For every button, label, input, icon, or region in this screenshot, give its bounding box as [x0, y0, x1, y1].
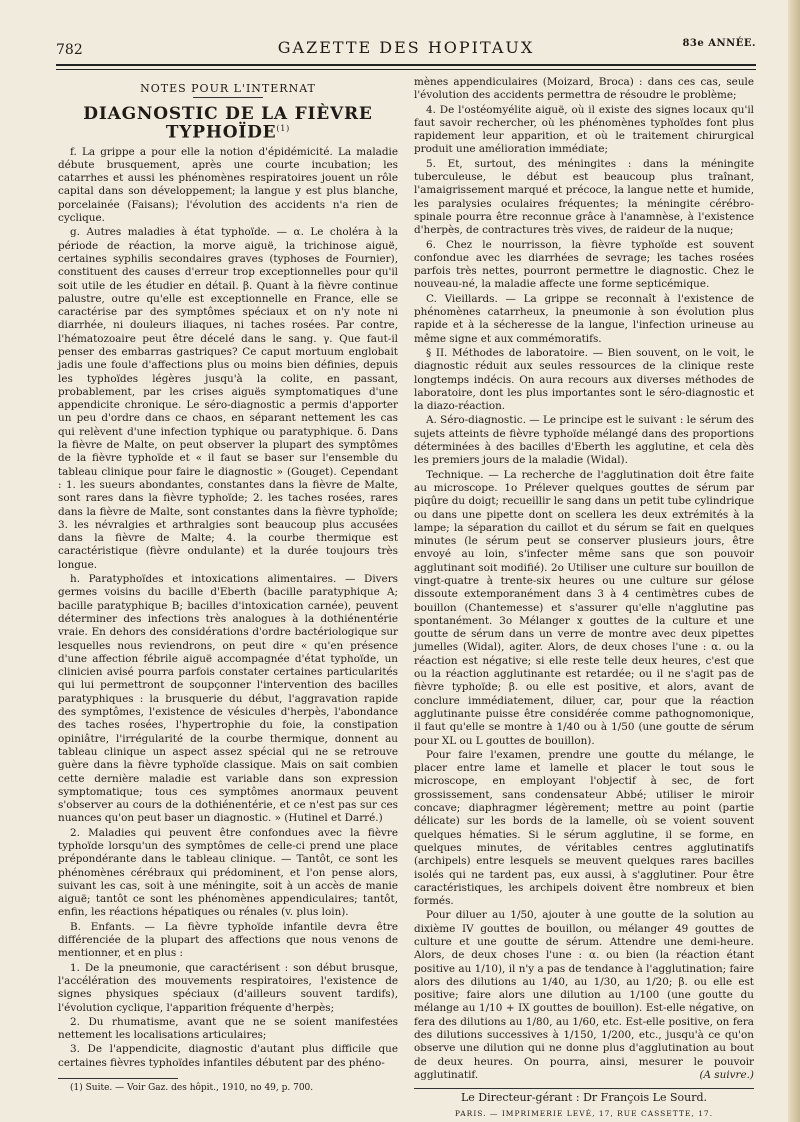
footnote: (1) Suite. — Voir Gaz. des hôpit., 1910, no 49, p. 700. [70, 1083, 314, 1094]
paragraph-last [414, 909, 754, 1082]
paragraph: A. Séro-diagnostic. — Le principe est le suivant : le sérum des sujets atteints de fièvre typhoïde mélangé dans des proportions déterminées à des bacilles d'Eberth les agglutine, et cela dès les premiers jours de la maladie (Widal). [414, 414, 754, 467]
paragraph: 1. De la pneumonie, que caractérisent : son début brusque, l'accélération des mouvements respiratoires, l'existence de signes physiques spéciaux (d'ailleurs souvent tardifs), l'évolution cyclique, l'apparition fréquente d'herpès; [58, 961, 398, 1014]
article-title-text: DIAGNOSTIC DE LA FIÈVRE TYPHOÏDE [83, 104, 373, 143]
paragraph: h. Paratyphoïdes et intoxications alimentaires. — Divers germes voisins du bacille d'Eberth (bacille paratyphique A; bacille paratyphique B; bacilles d'intoxication carnée), peuvent déterminer des infections très analogues à la dothiénentérie vraie. En dehors des considérations d'ordre bactériologique sur lesquelles nous reviendrons, on peut dire « qu'en présence d'une affection fébrile aiguë accompagnée d'état typhoïde, un clinicien avisé pourra parfois constater certaines particularités qui lui permettront de soupçonner l'intervention des bacilles paratyphiques : la brusquerie du début, l'aggravation rapide des symptômes, l'existence de vésicules d'herpès, l'abondance des taches rosées, l'hypertrophie du foie, la constipation opiniâtre, l'irrégularité de la courbe thermique, donnent au tableau clinique un aspect assez spécial qui ne se retrouve guère dans la fièvre typhoïde classique. Mais on sait combien cette dernière maladie est variable dans son expression symptomatique; tous ces symptômes anormaux peuvent s'observer au cours de la dothiénentérie, et ce n'est pas sur ces nuances qu'on peut baser un diagnostic. » (Hutinel et Darré.) [58, 573, 398, 825]
footnote-rule [58, 1078, 178, 1079]
paragraph: § II. Méthodes de laboratoire. — Bien souvent, on le voit, le diagnostic réduit aux seules ressources de la clinique reste longtemps indécis. On aura recours aux diverses méthodes de laboratoire, dont les plus importantes sont le séro-diagnostic et la diazo-réaction. [414, 346, 754, 413]
paragraph: 4. De l'ostéomyélite aiguë, où il existe des signes locaux qu'il faut savoir rechercher, où les phénomènes typhoïdes font plus rapidement leur apparition, et où le traitement chirurgical produit une amélioration immédiate; [414, 103, 754, 156]
article-title [58, 104, 398, 143]
paragraph: g. Autres maladies à état typhoïde. — α. Le choléra à la période de réaction, la morve aiguë, la trichinose aiguë, certaines syphilis secondaires graves (typhoses de Fournier), constituent des causes d'erreur trop exceptionnelles pour qu'il soit utile de les étudier en détail. β. Quant à la fièvre continue palustre, outre qu'elle est exceptionnelle en France, elle se caractérise par des symptômes spéciaux et on n'y note ni diarrhée, ni douleurs iliaques, ni taches rosées. Par contre, l'hématozoaire peut être décelé dans le sang. γ. Que faut-il penser des embarras gastriques? Ce caput mortuum englobait jadis une foule d'affections plus ou moins bien définies, depuis les typhoïdes légères jusqu'à la colite, en passant, probablement, par les crises aiguës symptomatiques d'une appendicite chronique. Le séro-diagnostic a permis d'apporter un peu d'ordre dans ce chaos, en séparant nettement les cas qui relèvent d'une infection typhique ou paratyphique. δ. Dans la fièvre de Malte, on peut observer la plupart des symptômes de la fièvre typhoïde et « il faut se baser sur l'ensemble du tableau clinique pour faire le diagnostic » (Gouget). Cependant : 1. les sueurs abondantes, constantes dans la fièvre de Malte, sont rares dans la fièvre typhoïde; 2. les taches rosées, rares dans la fièvre de Malte, sont constantes dans la fièvre typhoïde; 3. les névralgies et arthralgies sont beaucoup plus accusées dans la fièvre de Malte; 4. la courbe thermique est caractéristique (fièvre ondulante) et la durée toujours très longue. [58, 226, 398, 571]
kicker-rule [193, 97, 263, 98]
paragraph: 6. Chez le nourrisson, la fièvre typhoïde est souvent confondue avec les diarrhées de sevrage; les taches rosées parfois très nettes, pourront permettre le diagnostic. Chez le nouveau-né, la maladie affecte une forme septicémique. [414, 238, 754, 291]
journal-title: GAZETTE DES HOPITAUX [277, 38, 535, 57]
paragraph: C. Vieillards. — La grippe se reconnaît à l'existence de phénomènes catarrheux, la pneumonie à son évolution plus rapide et à la sécheresse de la langue, l'infection urineuse au même signe et aux commémoratifs. [414, 292, 754, 345]
paragraph: Technique. — La recherche de l'agglutination doit être faite au microscope. 1o Prélever quelques gouttes de sérum par piqûre du doigt; recueillir le sang dans un petit tube cylindrique ou dans une pipette dont on scellera les deux extrémités à la lampe; la séparation du caillot et du sérum se fait en quelques minutes (le sérum peut se conserver plusieurs jours, être envoyé au loin, s'infecter même sans que son pouvoir agglutinant soit modifié). 2o Utiliser une culture sur bouillon de vingt-quatre à trente-six heures ou une culture sur gélose dissoute extemporanément dans 3 à 4 centimètres cubes de bouillon (Chantemesse) et s'assurer qu'elle n'agglutine pas spontanément. 3o Mélanger x gouttes de la culture et une goutte de sérum dans un verre de montre avec deux pipettes jumelles (Widal), agiter. Alors, de deux choses l'une : α. ou la réaction est négative; si elle reste telle deux heures, c'est que ou la réaction agglutinante est retardée; ou il ne s'agit pas de fièvre typhoïde; β. ou elle est positive, et alors, avant de conclure immédiatement, diluer, car, pour que la réaction agglutinante puisse être considérée comme pathognomonique, il faut qu'elle se montre à 1/40 ou à 1/50 (une goutte de sérum pour XL ou L gouttes de bouillon). [414, 468, 754, 747]
page-number: 782 [56, 42, 83, 58]
paragraph: 2. Maladies qui peuvent être confondues avec la fièvre typhoïde lorsqu'un des symptômes de celle-ci prend une place prépondérante dans le tableau clinique. — Tantôt, ce sont les phénomènes cérébraux qui prédominent, et l'on pense alors, suivant les cas, soit à une méningite, soit à un accès de manie aiguë; tantôt ce sont les phénomènes appendiculaires; tantôt, enfin, les réactions hépatiques ou rénales (v. plus loin). [58, 826, 398, 919]
title-footnote-ref: (1) [276, 123, 291, 133]
paragraph: f. La grippe a pour elle la notion d'épidémicité. La maladie débute brusquement, après une courte incubation; les catarrhes et aussi les phénomènes respiratoires jouent un rôle capital dans son développement; la langue y est plus blanche, porcelainée (Faisans); l'évolution des accidents n'a rien de cyclique. [58, 145, 398, 225]
header-rule [56, 64, 756, 70]
page-header [56, 34, 756, 62]
paragraph: mènes appendiculaires (Moizard, Broca) : dans ces cas, seule l'évolution des accidents permettra de résoudre le problème; [414, 76, 754, 102]
paragraph-text: Pour diluer au 1/50, ajouter à une goutte de la solution au dixième IV gouttes de bouillon, ou mélanger 49 gouttes de culture et une goutte de sérum. Attendre une demi-heure. Alors, de deux choses l'une : α. ou bien (la réaction étant positive au 1/10), il n'y a pas de tendance à l'agglutination; faire alors des dilutions au 1/40, au 1/30, au 1/20; β. ou elle est positive; faire alors une dilution au 1/100 (une goutte du mélange au 1/10 + IX gouttes de bouillon). Est-elle négative, on fera des dilutions au 1/80, au 1/60, etc. Est-elle positive, on fera des dilutions successives à 1/150, 1/200, etc., jusqu'à ce qu'on observe une dilution qui ne donne plus d'agglutination au bout de deux heures. On pourra, ainsi, mesurer le pouvoir agglutinatif. [414, 909, 754, 1081]
paragraph: 3. De l'appendicite, diagnostic d'autant plus difficile que certaines fièvres typhoïdes infantiles débutent par des phéno- [58, 1043, 398, 1069]
left-column [58, 76, 398, 1096]
year-label: 83e ANNÉE. [682, 38, 756, 49]
paragraph: 2. Du rhumatisme, avant que ne se soient manifestées nettement les localisations articulaires; [58, 1015, 398, 1042]
right-column [414, 76, 754, 1120]
page-edge [788, 0, 800, 1122]
signature-rule [414, 1088, 754, 1089]
imprint-line: PARIS. — IMPRIMERIE LEVÉ, 17, RUE CASSETTE, 17. [454, 1108, 714, 1118]
section-kicker: NOTES POUR L'INTERNAT [140, 82, 316, 95]
paragraph: B. Enfants. — La fièvre typhoïde infantile devra être différenciée de la plupart des affections que nous venons de mentionner, et en plus : [58, 920, 398, 960]
paragraph: 5. Et, surtout, des méningites : dans la méningite tuberculeuse, le début est beaucoup plus traînant, l'amaigrissement marqué et précoce, la langue nette et humide, les paralysies oculaires fréquentes; la méningite cérébro-spinale pourra être reconnue grâce à l'anamnèse, à l'existence d'herpès, de contractures très vives, de raideur de la nuque; [414, 157, 754, 237]
signature-line: Le Directeur-gérant : Dr François Le Sourd. [460, 1091, 708, 1105]
paragraph: Pour faire l'examen, prendre une goutte du mélange, le placer entre lame et lamelle et placer le tout sous le microscope, en employant l'objectif à sec, de fort grossissement, sans condensateur Abbé; utiliser le miroir concave; diaphragmer légèrement; mettre au point (partie délicate) sur les bords de la lamelle, où se voient souvent quelques hématies. Si le sérum agglutine, il se forme, en quelques minutes, de véritables centres agglutinatifs (archipels) entre lesquels se meuvent quelques rares bacilles isolés qui ne tardent pas, eux aussi, à s'agglutiner. Pour être caractéristiques, les archipels doivent être nombreux et bien formés. [414, 748, 754, 908]
to-follow-note: (A suivre.) [699, 1068, 754, 1081]
